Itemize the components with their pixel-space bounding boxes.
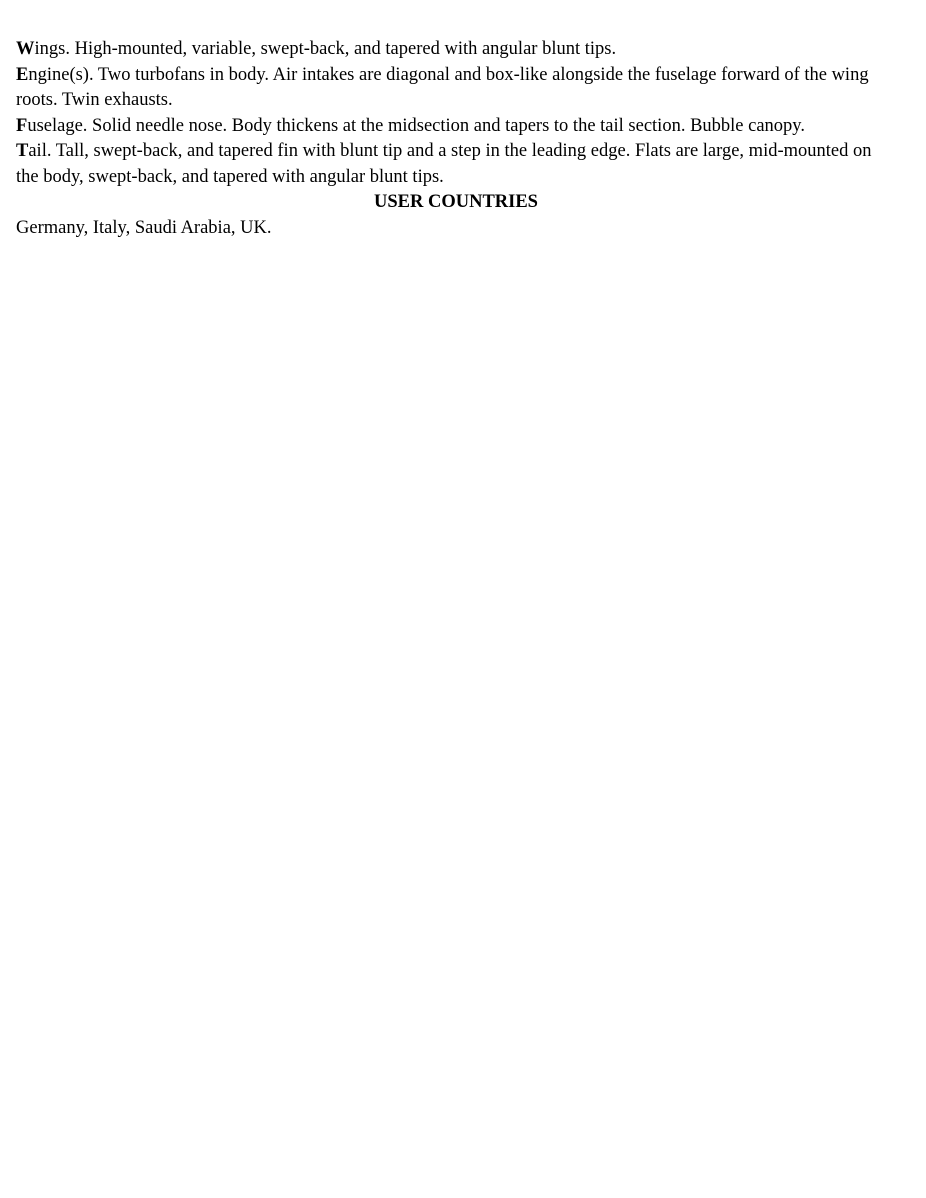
document-page — [16, 37, 896, 241]
engines-paragraph — [16, 63, 896, 114]
tail-lead-letter: T — [16, 141, 29, 161]
tail-text: ail. Tall, swept-back, and tapered fin with blunt tip and a step in the leading edge. Flats are large, mid-mounted on the body, swept-back, and tapered with angular blunt tips. — [16, 141, 872, 187]
wings-lead-letter: W — [16, 39, 35, 59]
wings-paragraph — [16, 37, 896, 63]
engines-lead-letter: E — [16, 64, 29, 85]
user-countries-text: Germany, Italy, Saudi Arabia, UK. — [16, 217, 272, 238]
fuselage-text: uselage. Solid needle nose. Body thickens at the midsection and tapers to the tail section. Bubble canopy. — [27, 115, 805, 136]
wings-text: ings. High-mounted, variable, swept-back, and tapered with angular blunt tips. — [34, 39, 617, 59]
user-countries-heading: USER COUNTRIES — [374, 192, 538, 212]
fuselage-paragraph — [16, 114, 896, 140]
fuselage-lead-letter: F — [16, 115, 28, 136]
engines-text: ngine(s). Two turbofans in body. Air intakes are diagonal and box-like alongside the fuselage forward of the wing roots. Twin exhausts. — [16, 64, 869, 110]
tail-paragraph — [16, 139, 896, 190]
